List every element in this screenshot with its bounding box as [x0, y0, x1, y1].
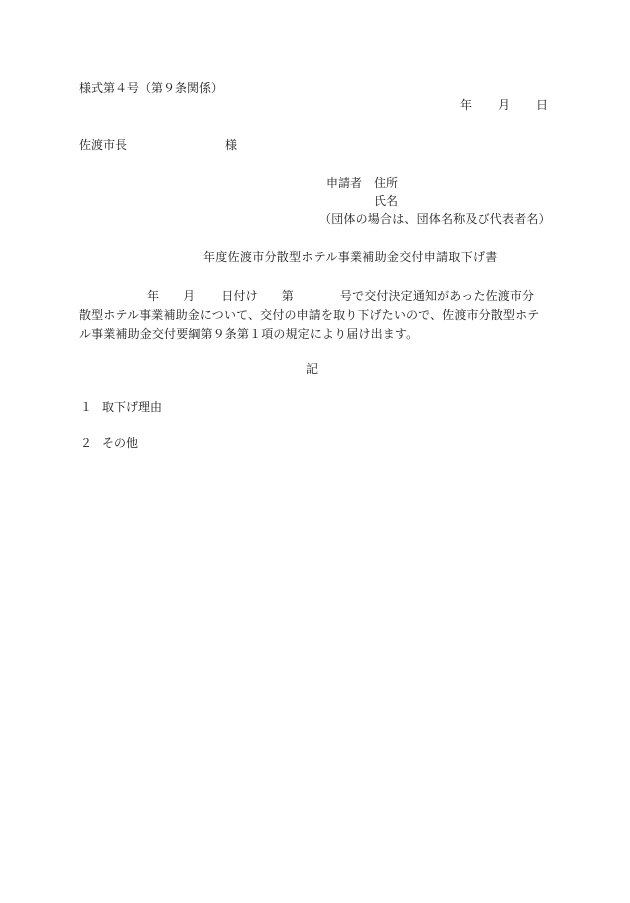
body-line-2: 散型ホテル事業補助金について、交付の申請を取り下げたいので、佐渡市分散型ホテ: [79, 308, 540, 322]
ki-heading: 記: [306, 362, 319, 376]
applicant-name-label: 氏名: [374, 194, 399, 208]
document-title: 年度佐渡市分散型ホテル事業補助金交付申請取下げ書: [203, 250, 498, 264]
item-number: １: [80, 400, 93, 414]
body-line-1-rest: 号で交付決定通知があった佐渡市分: [339, 289, 535, 303]
addressee: [79, 139, 237, 151]
body-paragraph: [79, 287, 551, 344]
item-label: その他: [102, 436, 139, 450]
applicant-note: （団体の場合は、団体名称及び代表者名）: [319, 212, 551, 226]
body-dated: 日付け: [221, 289, 258, 303]
body-month: 月: [183, 289, 196, 303]
body-line-1: [79, 287, 551, 306]
date-line: [460, 99, 548, 111]
applicant-label: 申請者: [326, 176, 363, 190]
body-year: 年: [147, 289, 160, 303]
item-label: 取下げ理由: [102, 400, 163, 414]
list-item: [80, 401, 162, 413]
date-year-label: 年: [460, 98, 473, 112]
body-line-3: ル事業補助金交付要綱第９条第１項の規定により届け出ます。: [79, 327, 419, 341]
list-item: [80, 437, 138, 449]
addressee-name: 佐渡市長: [79, 138, 128, 152]
form-number: 様式第４号（第９条関係）: [79, 81, 224, 95]
body-number-prefix: 第: [281, 289, 294, 303]
date-day-label: 日: [536, 98, 549, 112]
item-number: ２: [80, 436, 93, 450]
addressee-honorific: 様: [225, 138, 238, 152]
date-month-label: 月: [498, 98, 511, 112]
applicant-address-label: 住所: [374, 176, 399, 190]
